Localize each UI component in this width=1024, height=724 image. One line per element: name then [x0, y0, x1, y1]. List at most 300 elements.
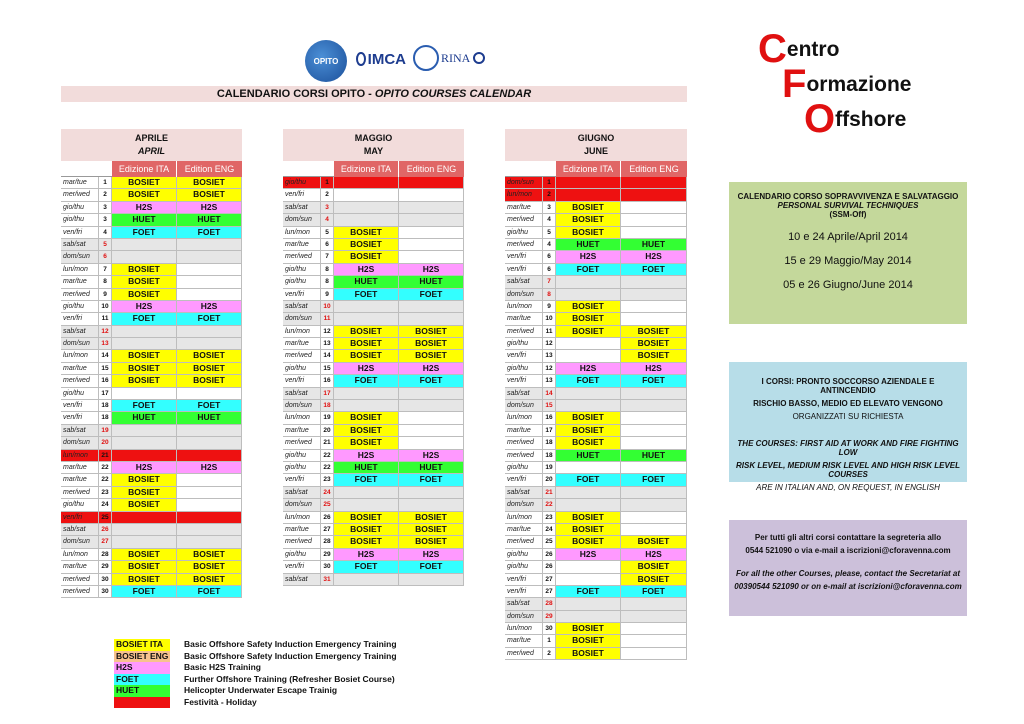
course-eng: FOET: [621, 264, 687, 275]
day-number: 27: [543, 574, 556, 585]
table-row: [283, 437, 464, 449]
course-eng: HUET: [621, 239, 687, 250]
day-name: sab/sat: [283, 301, 321, 312]
survival-course-box: CALENDARIO CORSO SOPRAVVIVENZA E SALVATAGGIO PERSONAL SURVIVAL TECHNIQUES (SSM-Off) 10 e 24 Aprile/April 2014 15 e 29 Maggio/May 2014 05 e 26 Giugno/June 2014: [729, 182, 967, 324]
day-number: 2: [543, 648, 556, 659]
table-row: [283, 350, 464, 362]
course-eng: [177, 512, 242, 523]
course-eng: [621, 425, 687, 436]
day-name: mar/tue: [61, 276, 99, 287]
course-eng: BOSIET: [177, 549, 242, 560]
day-number: 24: [543, 524, 556, 535]
table-row: [61, 375, 242, 387]
table-row: [505, 276, 687, 288]
course-ita: BOSIET: [556, 227, 621, 238]
day-number: 15: [543, 400, 556, 411]
day-number: 13: [321, 338, 334, 349]
course-ita: BOSIET: [112, 276, 177, 287]
day-name: sab/sat: [505, 487, 543, 498]
course-ita: [112, 524, 177, 535]
column-header-ita: Edizione ITA: [556, 161, 621, 177]
day-name: mar/tue: [505, 524, 543, 535]
course-eng: [621, 227, 687, 238]
course-eng: FOET: [177, 227, 242, 238]
course-ita: H2S: [334, 264, 399, 275]
course-ita: FOET: [334, 474, 399, 485]
course-eng: [177, 289, 242, 300]
day-number: 18: [321, 400, 334, 411]
course-ita: HUET: [334, 462, 399, 473]
course-ita: [556, 388, 621, 399]
course-ita: H2S: [112, 202, 177, 213]
course-ita: BOSIET: [556, 202, 621, 213]
table-row: [505, 363, 687, 375]
month-name-en: MAY: [363, 146, 384, 156]
course-eng: [621, 189, 687, 200]
day-name: dom/sun: [61, 437, 99, 448]
day-name: gio/thu: [61, 301, 99, 312]
table-row: [505, 289, 687, 301]
day-number: 14: [321, 350, 334, 361]
day-number: 13: [543, 375, 556, 386]
day-name: gio/thu: [505, 227, 543, 238]
day-number: 1: [543, 635, 556, 646]
day-name: ven/fri: [283, 375, 321, 386]
course-ita: [112, 251, 177, 262]
day-number: 30: [321, 561, 334, 572]
table-row: [283, 524, 464, 536]
day-name: dom/sun: [505, 289, 543, 300]
table-row: [505, 214, 687, 226]
legend-row: [114, 685, 397, 697]
course-eng: [621, 400, 687, 411]
day-number: 7: [543, 276, 556, 287]
day-number: 22: [321, 462, 334, 473]
day-number: 10: [99, 301, 112, 312]
day-number: 24: [321, 487, 334, 498]
day-name: mar/tue: [283, 425, 321, 436]
course-ita: BOSIET: [334, 338, 399, 349]
table-row: [505, 623, 687, 635]
course-eng: [177, 239, 242, 250]
day-name: mer/wed: [505, 214, 543, 225]
day-number: 18: [543, 437, 556, 448]
course-ita: H2S: [556, 251, 621, 262]
table-row: [61, 251, 242, 263]
course-ita: BOSIET: [556, 512, 621, 523]
course-ita: BOSIET: [556, 326, 621, 337]
course-eng: HUET: [399, 462, 464, 473]
day-number: 11: [543, 326, 556, 337]
course-ita: H2S: [556, 549, 621, 560]
course-ita: BOSIET: [334, 425, 399, 436]
course-eng: HUET: [177, 412, 242, 423]
column-header-spacer: [61, 161, 112, 177]
day-name: mer/wed: [505, 239, 543, 250]
table-row: [61, 499, 242, 511]
day-name: mar/tue: [283, 524, 321, 535]
course-eng: [177, 499, 242, 510]
course-ita: [556, 499, 621, 510]
course-ita: HUET: [556, 239, 621, 250]
table-row: [283, 400, 464, 412]
course-ita: [556, 350, 621, 361]
course-eng: [399, 251, 464, 262]
course-ita: FOET: [556, 586, 621, 597]
table-row: [61, 289, 242, 301]
course-ita: HUET: [556, 450, 621, 461]
course-eng: [399, 239, 464, 250]
table-row: [283, 574, 464, 586]
table-row: [61, 363, 242, 375]
table-row: [61, 412, 242, 424]
day-name: lun/mon: [505, 623, 543, 634]
day-number: 18: [99, 412, 112, 423]
table-row: [61, 313, 242, 325]
day-name: gio/thu: [61, 202, 99, 213]
day-number: 12: [99, 326, 112, 337]
table-row: [61, 350, 242, 362]
legend-row: [114, 651, 397, 663]
day-number: 10: [543, 313, 556, 324]
column-header-spacer: [283, 161, 334, 177]
table-row: [505, 400, 687, 412]
table-row: [283, 561, 464, 573]
course-eng: BOSIET: [621, 350, 687, 361]
day-number: 2: [543, 189, 556, 200]
day-name: ven/fri: [505, 264, 543, 275]
table-row: [505, 450, 687, 462]
day-name: gio/thu: [61, 499, 99, 510]
course-ita: [334, 189, 399, 200]
course-ita: BOSIET: [112, 574, 177, 585]
course-ita: BOSIET: [556, 214, 621, 225]
ring-icon: [473, 52, 485, 64]
table-row: [283, 363, 464, 375]
course-ita: BOSIET: [556, 437, 621, 448]
course-ita: [112, 450, 177, 461]
day-name: mer/wed: [61, 189, 99, 200]
day-name: gio/thu: [61, 214, 99, 225]
imca-logo: IMCA: [356, 48, 406, 70]
table-row: [61, 425, 242, 437]
day-number: 24: [99, 499, 112, 510]
day-name: mer/wed: [61, 375, 99, 386]
course-ita: [112, 239, 177, 250]
table-row: [505, 301, 687, 313]
month-name-it: MAGGIO: [354, 133, 393, 143]
table-row: [505, 598, 687, 610]
table-row: [505, 264, 687, 276]
course-ita: [556, 338, 621, 349]
day-name: dom/sun: [61, 536, 99, 547]
course-ita: BOSIET: [556, 313, 621, 324]
day-name: gio/thu: [505, 561, 543, 572]
day-number: 8: [321, 276, 334, 287]
course-eng: FOET: [399, 561, 464, 572]
table-row: [283, 536, 464, 548]
course-ita: [556, 177, 621, 188]
day-number: 12: [543, 363, 556, 374]
day-name: sab/sat: [61, 239, 99, 250]
day-number: 11: [99, 313, 112, 324]
course-ita: H2S: [334, 450, 399, 461]
page-title: CALENDARIO CORSI OPITO - OPITO COURSES CALENDAR: [61, 86, 687, 102]
table-row: [283, 474, 464, 486]
day-name: ven/fri: [61, 412, 99, 423]
course-ita: FOET: [112, 313, 177, 324]
table-row: [61, 462, 242, 474]
legend-row: [114, 674, 397, 686]
day-number: 16: [543, 412, 556, 423]
table-row: [505, 474, 687, 486]
course-ita: BOSIET: [334, 251, 399, 262]
table-row: [505, 549, 687, 561]
table-row: [505, 202, 687, 214]
day-name: lun/mon: [505, 301, 543, 312]
day-name: ven/fri: [61, 313, 99, 324]
course-eng: FOET: [621, 474, 687, 485]
course-eng: BOSIET: [621, 561, 687, 572]
course-ita: H2S: [334, 549, 399, 560]
day-name: gio/thu: [283, 264, 321, 275]
day-name: mar/tue: [283, 239, 321, 250]
day-name: mar/tue: [505, 313, 543, 324]
day-number: 10: [321, 301, 334, 312]
table-row: [505, 487, 687, 499]
day-number: 14: [99, 350, 112, 361]
course-eng: [399, 301, 464, 312]
course-eng: [621, 598, 687, 609]
table-row: [505, 375, 687, 387]
day-number: 30: [99, 574, 112, 585]
course-ita: [334, 574, 399, 585]
day-name: gio/thu: [283, 177, 321, 188]
day-number: 4: [99, 227, 112, 238]
day-name: dom/sun: [283, 313, 321, 324]
course-eng: [399, 425, 464, 436]
course-ita: BOSIET: [556, 425, 621, 436]
table-row: [505, 239, 687, 251]
day-name: mer/wed: [283, 437, 321, 448]
day-number: 29: [321, 549, 334, 560]
course-ita: BOSIET: [334, 326, 399, 337]
course-ita: BOSIET: [556, 623, 621, 634]
table-row: [61, 227, 242, 239]
month-april: [61, 129, 242, 598]
course-eng: H2S: [621, 251, 687, 262]
day-number: 30: [543, 623, 556, 634]
course-ita: BOSIET: [556, 524, 621, 535]
day-number: 1: [99, 177, 112, 188]
table-row: [61, 561, 242, 573]
course-eng: BOSIET: [177, 363, 242, 374]
day-number: 8: [543, 289, 556, 300]
day-number: 4: [321, 214, 334, 225]
day-number: 26: [321, 512, 334, 523]
course-eng: BOSIET: [177, 574, 242, 585]
table-row: [505, 388, 687, 400]
table-row: [61, 388, 242, 400]
day-number: 1: [321, 177, 334, 188]
day-number: 12: [321, 326, 334, 337]
day-number: 16: [99, 375, 112, 386]
course-eng: [177, 276, 242, 287]
course-eng: [621, 289, 687, 300]
course-ita: FOET: [334, 375, 399, 386]
legend-row: [114, 662, 397, 674]
legend-swatch: [114, 697, 170, 709]
course-ita: H2S: [556, 363, 621, 374]
course-eng: [621, 635, 687, 646]
day-number: 16: [321, 375, 334, 386]
legend-text: Helicopter Underwater Escape Trainig: [184, 685, 338, 695]
day-name: ven/fri: [283, 561, 321, 572]
course-eng: [621, 313, 687, 324]
course-eng: H2S: [621, 549, 687, 560]
day-name: sab/sat: [283, 574, 321, 585]
course-eng: H2S: [399, 363, 464, 374]
table-row: [505, 313, 687, 325]
course-eng: [399, 313, 464, 324]
legend-row: [114, 639, 397, 651]
course-ita: H2S: [112, 301, 177, 312]
legend-text: Basic Offshore Safety Induction Emergency Training: [184, 639, 397, 649]
table-row: [505, 412, 687, 424]
first-aid-box: I CORSI: PRONTO SOCCORSO AZIENDALE E ANTINCENDIO RISCHIO BASSO, MEDIO ED ELEVATO VENGONO ORGANIZZATI SU RICHIESTA THE COURSES: FIRST AID AT WORK AND FIRE FIGHTING LOW RISK LEVEL, MEDIUM RISK LEVEL AND HIGH RISK LEVEL COURSES ARE IN ITALIAN AND, ON REQUEST, IN ENGLISH: [729, 362, 967, 482]
course-eng: H2S: [399, 264, 464, 275]
course-ita: [334, 388, 399, 399]
course-eng: BOSIET: [621, 326, 687, 337]
day-name: mer/wed: [61, 586, 99, 597]
legend-swatch: BOSIET ITA: [114, 639, 170, 651]
course-eng: [177, 474, 242, 485]
month-name-en: APRIL: [138, 146, 165, 156]
course-eng: BOSIET: [399, 524, 464, 535]
legend-row: [114, 697, 397, 709]
course-ita: FOET: [556, 264, 621, 275]
day-name: lun/mon: [505, 412, 543, 423]
table-row: [283, 512, 464, 524]
day-number: 27: [99, 536, 112, 547]
day-number: 9: [321, 289, 334, 300]
course-ita: H2S: [112, 462, 177, 473]
day-name: mar/tue: [283, 338, 321, 349]
course-eng: [399, 574, 464, 585]
table-row: [505, 338, 687, 350]
day-number: 2: [321, 189, 334, 200]
day-number: 19: [99, 425, 112, 436]
day-number: 6: [99, 251, 112, 262]
table-row: [61, 524, 242, 536]
column-header-ita: Edizione ITA: [112, 161, 177, 177]
legend: [114, 639, 397, 708]
day-name: sab/sat: [61, 326, 99, 337]
day-name: mer/wed: [61, 289, 99, 300]
course-eng: H2S: [177, 202, 242, 213]
table-row: [283, 202, 464, 214]
course-ita: [112, 536, 177, 547]
course-eng: H2S: [621, 363, 687, 374]
course-ita: BOSIET: [556, 301, 621, 312]
legend-swatch: FOET: [114, 674, 170, 686]
day-name: sab/sat: [283, 487, 321, 498]
course-eng: FOET: [399, 375, 464, 386]
course-eng: HUET: [399, 276, 464, 287]
course-eng: [621, 276, 687, 287]
table-row: [283, 326, 464, 338]
legend-text: Basic Offshore Safety Induction Emergency Training: [184, 650, 397, 661]
course-eng: BOSIET: [399, 338, 464, 349]
table-row: [61, 512, 242, 524]
course-ita: [334, 499, 399, 510]
day-name: sab/sat: [61, 425, 99, 436]
table-row: [505, 189, 687, 201]
course-eng: FOET: [399, 474, 464, 485]
day-number: 21: [543, 487, 556, 498]
day-name: ven/fri: [61, 400, 99, 411]
day-name: dom/sun: [283, 499, 321, 510]
course-ita: [556, 462, 621, 473]
course-eng: H2S: [177, 462, 242, 473]
day-name: mer/wed: [61, 487, 99, 498]
course-eng: FOET: [621, 586, 687, 597]
day-number: 3: [321, 202, 334, 213]
table-row: [61, 400, 242, 412]
table-row: [505, 251, 687, 263]
day-name: lun/mon: [283, 512, 321, 523]
table-row: [61, 437, 242, 449]
table-row: [61, 326, 242, 338]
table-row: [283, 462, 464, 474]
day-name: sab/sat: [505, 598, 543, 609]
day-name: lun/mon: [283, 326, 321, 337]
day-name: mer/wed: [505, 536, 543, 547]
column-header-spacer: [505, 161, 556, 177]
table-row: [61, 450, 242, 462]
course-ita: BOSIET: [334, 536, 399, 547]
table-row: [61, 338, 242, 350]
day-name: gio/thu: [505, 462, 543, 473]
course-eng: FOET: [399, 289, 464, 300]
table-row: [283, 301, 464, 313]
day-number: 20: [543, 474, 556, 485]
day-name: mar/tue: [61, 363, 99, 374]
table-row: [61, 474, 242, 486]
course-eng: [399, 214, 464, 225]
course-ita: [556, 289, 621, 300]
legend-swatch: HUET: [114, 685, 170, 697]
day-number: 18: [99, 400, 112, 411]
day-name: lun/mon: [505, 189, 543, 200]
table-row: [505, 350, 687, 362]
course-ita: BOSIET: [112, 189, 177, 200]
course-ita: BOSIET: [334, 512, 399, 523]
day-number: 22: [99, 462, 112, 473]
course-ita: H2S: [334, 363, 399, 374]
day-number: 2: [99, 189, 112, 200]
table-row: [505, 536, 687, 548]
table-row: [505, 635, 687, 647]
day-number: 19: [321, 412, 334, 423]
day-name: sab/sat: [61, 524, 99, 535]
course-eng: H2S: [399, 450, 464, 461]
day-number: 27: [543, 586, 556, 597]
column-header-eng: Edition ENG: [177, 161, 242, 177]
day-number: 3: [99, 202, 112, 213]
course-eng: [621, 524, 687, 535]
day-number: 30: [99, 586, 112, 597]
